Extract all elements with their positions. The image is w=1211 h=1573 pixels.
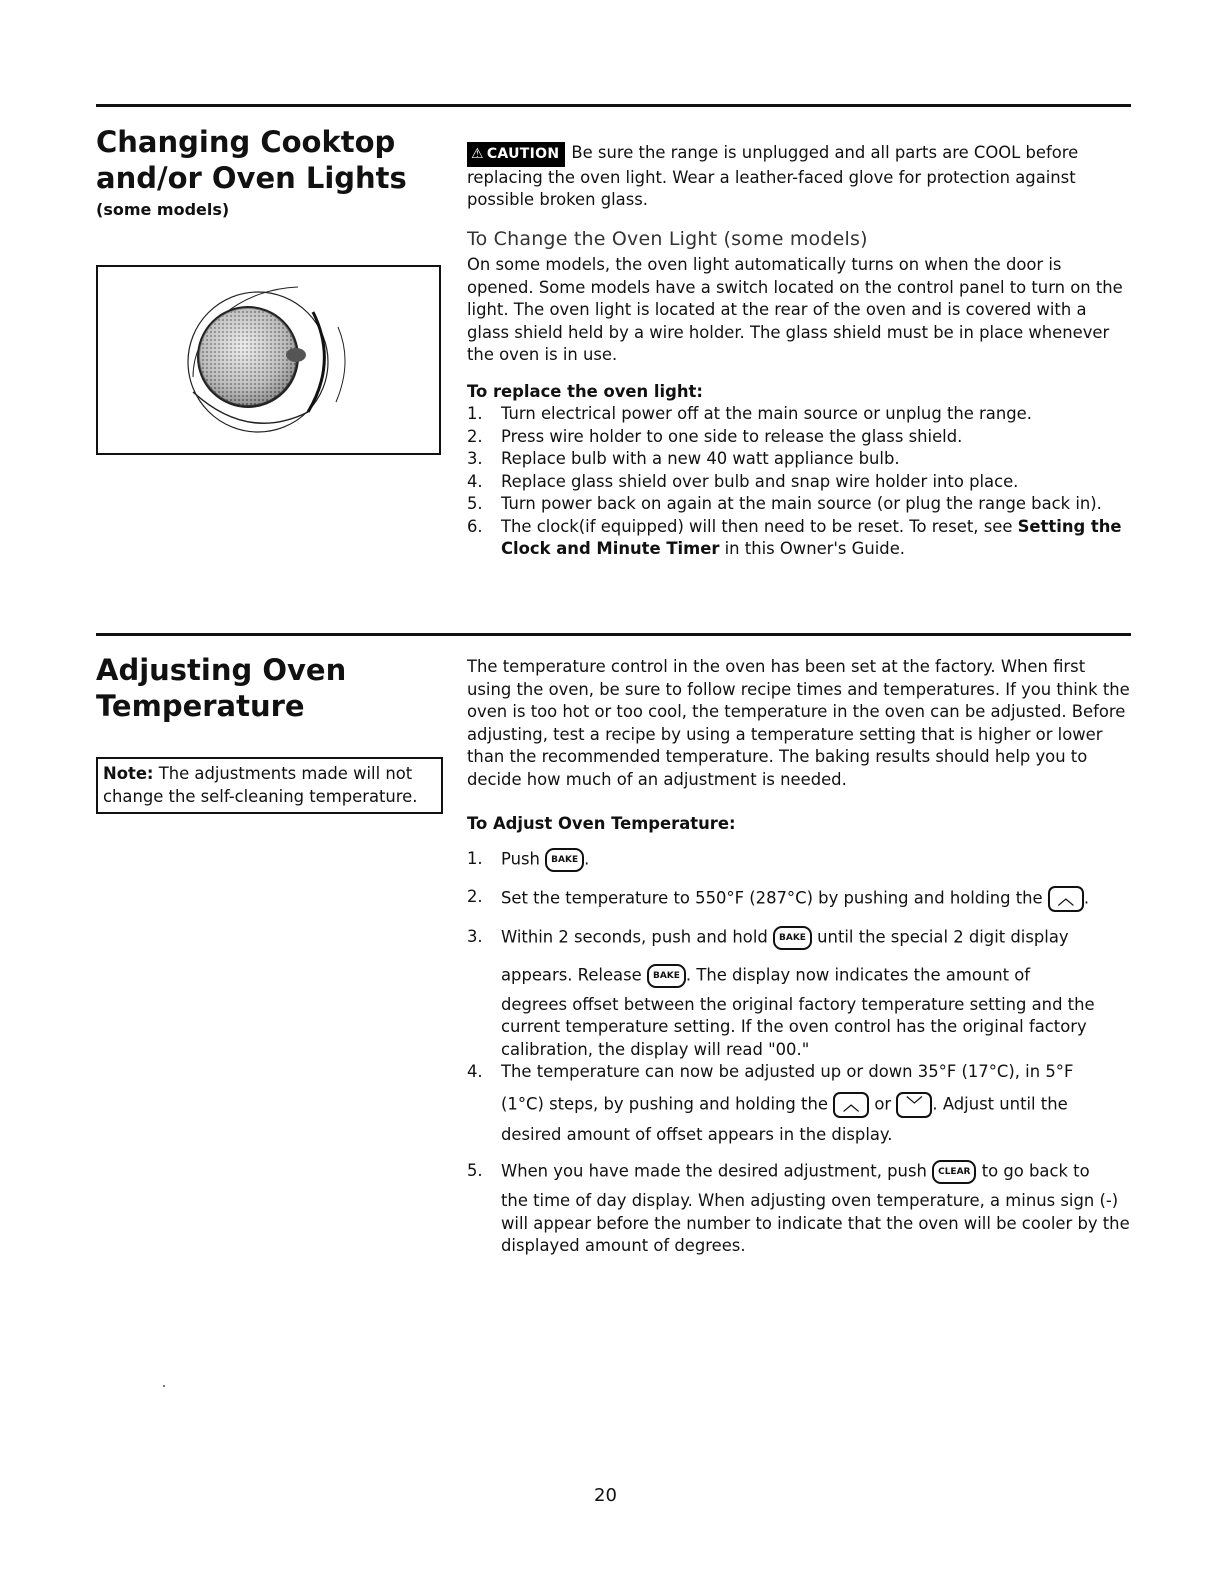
list-item: 3. Replace bulb with a new 40 watt appliance bulb.: [467, 449, 900, 468]
oven-light-section: [467, 228, 1132, 561]
up-arrow-key-icon: ︿: [1048, 886, 1084, 912]
section2-title-block: [96, 652, 436, 724]
note-label: Note:: [103, 764, 154, 783]
bake-key-icon: BAKE: [545, 848, 584, 872]
section2-title-line1: Adjusting Oven: [96, 653, 347, 687]
bake-key-icon: BAKE: [647, 964, 686, 988]
section1-subtitle: (some models): [96, 200, 230, 219]
list-item: 2. Press wire holder to one side to release the glass shield.: [467, 426, 963, 446]
note-text: The adjustments made will not change the self-cleaning temperature.: [103, 764, 418, 806]
section1-title-line2: and/or Oven Lights: [96, 161, 407, 195]
page-number: 20: [594, 1485, 617, 1506]
caution-badge: [467, 142, 565, 167]
oven-light-bulb-icon: [98, 267, 439, 453]
clear-key-icon: CLEAR: [932, 1160, 976, 1184]
section1-title-line1: Changing Cooktop: [96, 125, 396, 159]
bake-key-icon: BAKE: [773, 926, 812, 950]
adjust-steps: [467, 813, 1132, 1258]
list-item: 4. The temperature can now be adjusted up or down 35°F (17°C), in 5°F (1°C) steps, by pushing and holding the ︿ or ﹀ . Adjust until the desired amount of offset appears in the display.: [467, 1062, 1074, 1144]
list-item: 6. The clock(if equipped) will then need to be reset. To reset, see Setting the Clock and Minute Timer in this Owner's Guide.: [467, 516, 1122, 558]
list-item: 3. Within 2 seconds, push and hold BAKE until the special 2 digit display appears. Release BAKE . The display now indicates the amount of degrees offset between the original factory temperature setting and the current temperature setting. If the oven control has the original factory calibration, the display will read "00.": [467, 926, 1095, 1059]
caution-text: Be sure the range is unplugged and all parts are COOL before replacing the oven light. Wear a leather-faced glove for protection against possible broken glass.: [467, 143, 1079, 209]
setting-clock-reference: Setting the Clock and Minute Timer: [501, 516, 1122, 558]
list-item: 1. Push BAKE .: [467, 848, 1132, 872]
list-item: 1. Turn electrical power off at the main source or unplug the range.: [467, 404, 1032, 423]
oven-light-heading: To Change the Oven Light (some models): [467, 228, 868, 250]
section2-title-line2: Temperature: [96, 689, 305, 723]
list-item: 4. Replace glass shield over bulb and snap wire holder into place.: [467, 471, 1019, 491]
down-arrow-key-icon: ﹀: [896, 1092, 932, 1118]
section-divider-top: [96, 104, 1131, 107]
caution-paragraph: [467, 142, 1132, 212]
adjust-intro: The temperature control in the oven has been set at the factory. When first using the oven, be sure to follow recipe times and temperatures. If you think the oven is too hot or too cool, the temperature in the oven can be adjusted. Before adjusting, test a recipe by using a temperature setting that is higher or lower than the recommended temperature. The baking results should help you to decide how much of an adjustment is needed.: [467, 657, 1130, 789]
up-arrow-key-icon: ︿: [833, 1092, 869, 1118]
adjust-steps-heading: To Adjust Oven Temperature:: [467, 814, 736, 833]
speck: [163, 1385, 165, 1387]
section-divider-middle: [96, 633, 1131, 636]
list-item: 5. Turn power back on again at the main source (or plug the range back in).: [467, 494, 1102, 513]
warning-triangle-icon: ⚠: [471, 146, 484, 162]
replace-steps-list: [467, 403, 1132, 561]
oven-light-illustration: [96, 265, 441, 455]
list-item: 2. Set the temperature to 550°F (287°C) by pushing and holding the ︿ .: [467, 886, 1132, 912]
section1-title-block: [96, 124, 436, 219]
oven-light-intro: On some models, the oven light automatically turns on when the door is opened. Some models have a switch located on the control panel to turn on the light. The oven light is located at the rear of the oven and is covered with a glass shield held by a wire holder. The glass shield must be in place whenever the oven is in use.: [467, 255, 1123, 364]
note-box: [96, 757, 443, 814]
list-item: 5. When you have made the desired adjustment, push CLEAR to go back to the time of day display. When adjusting oven temperature, a minus sign (-) will appear before the number to indicate that the oven will be cooler by the displayed amount of degrees.: [467, 1161, 1130, 1255]
replace-steps-heading: To replace the oven light:: [467, 381, 703, 401]
caution-label: CAUTION: [486, 146, 560, 162]
